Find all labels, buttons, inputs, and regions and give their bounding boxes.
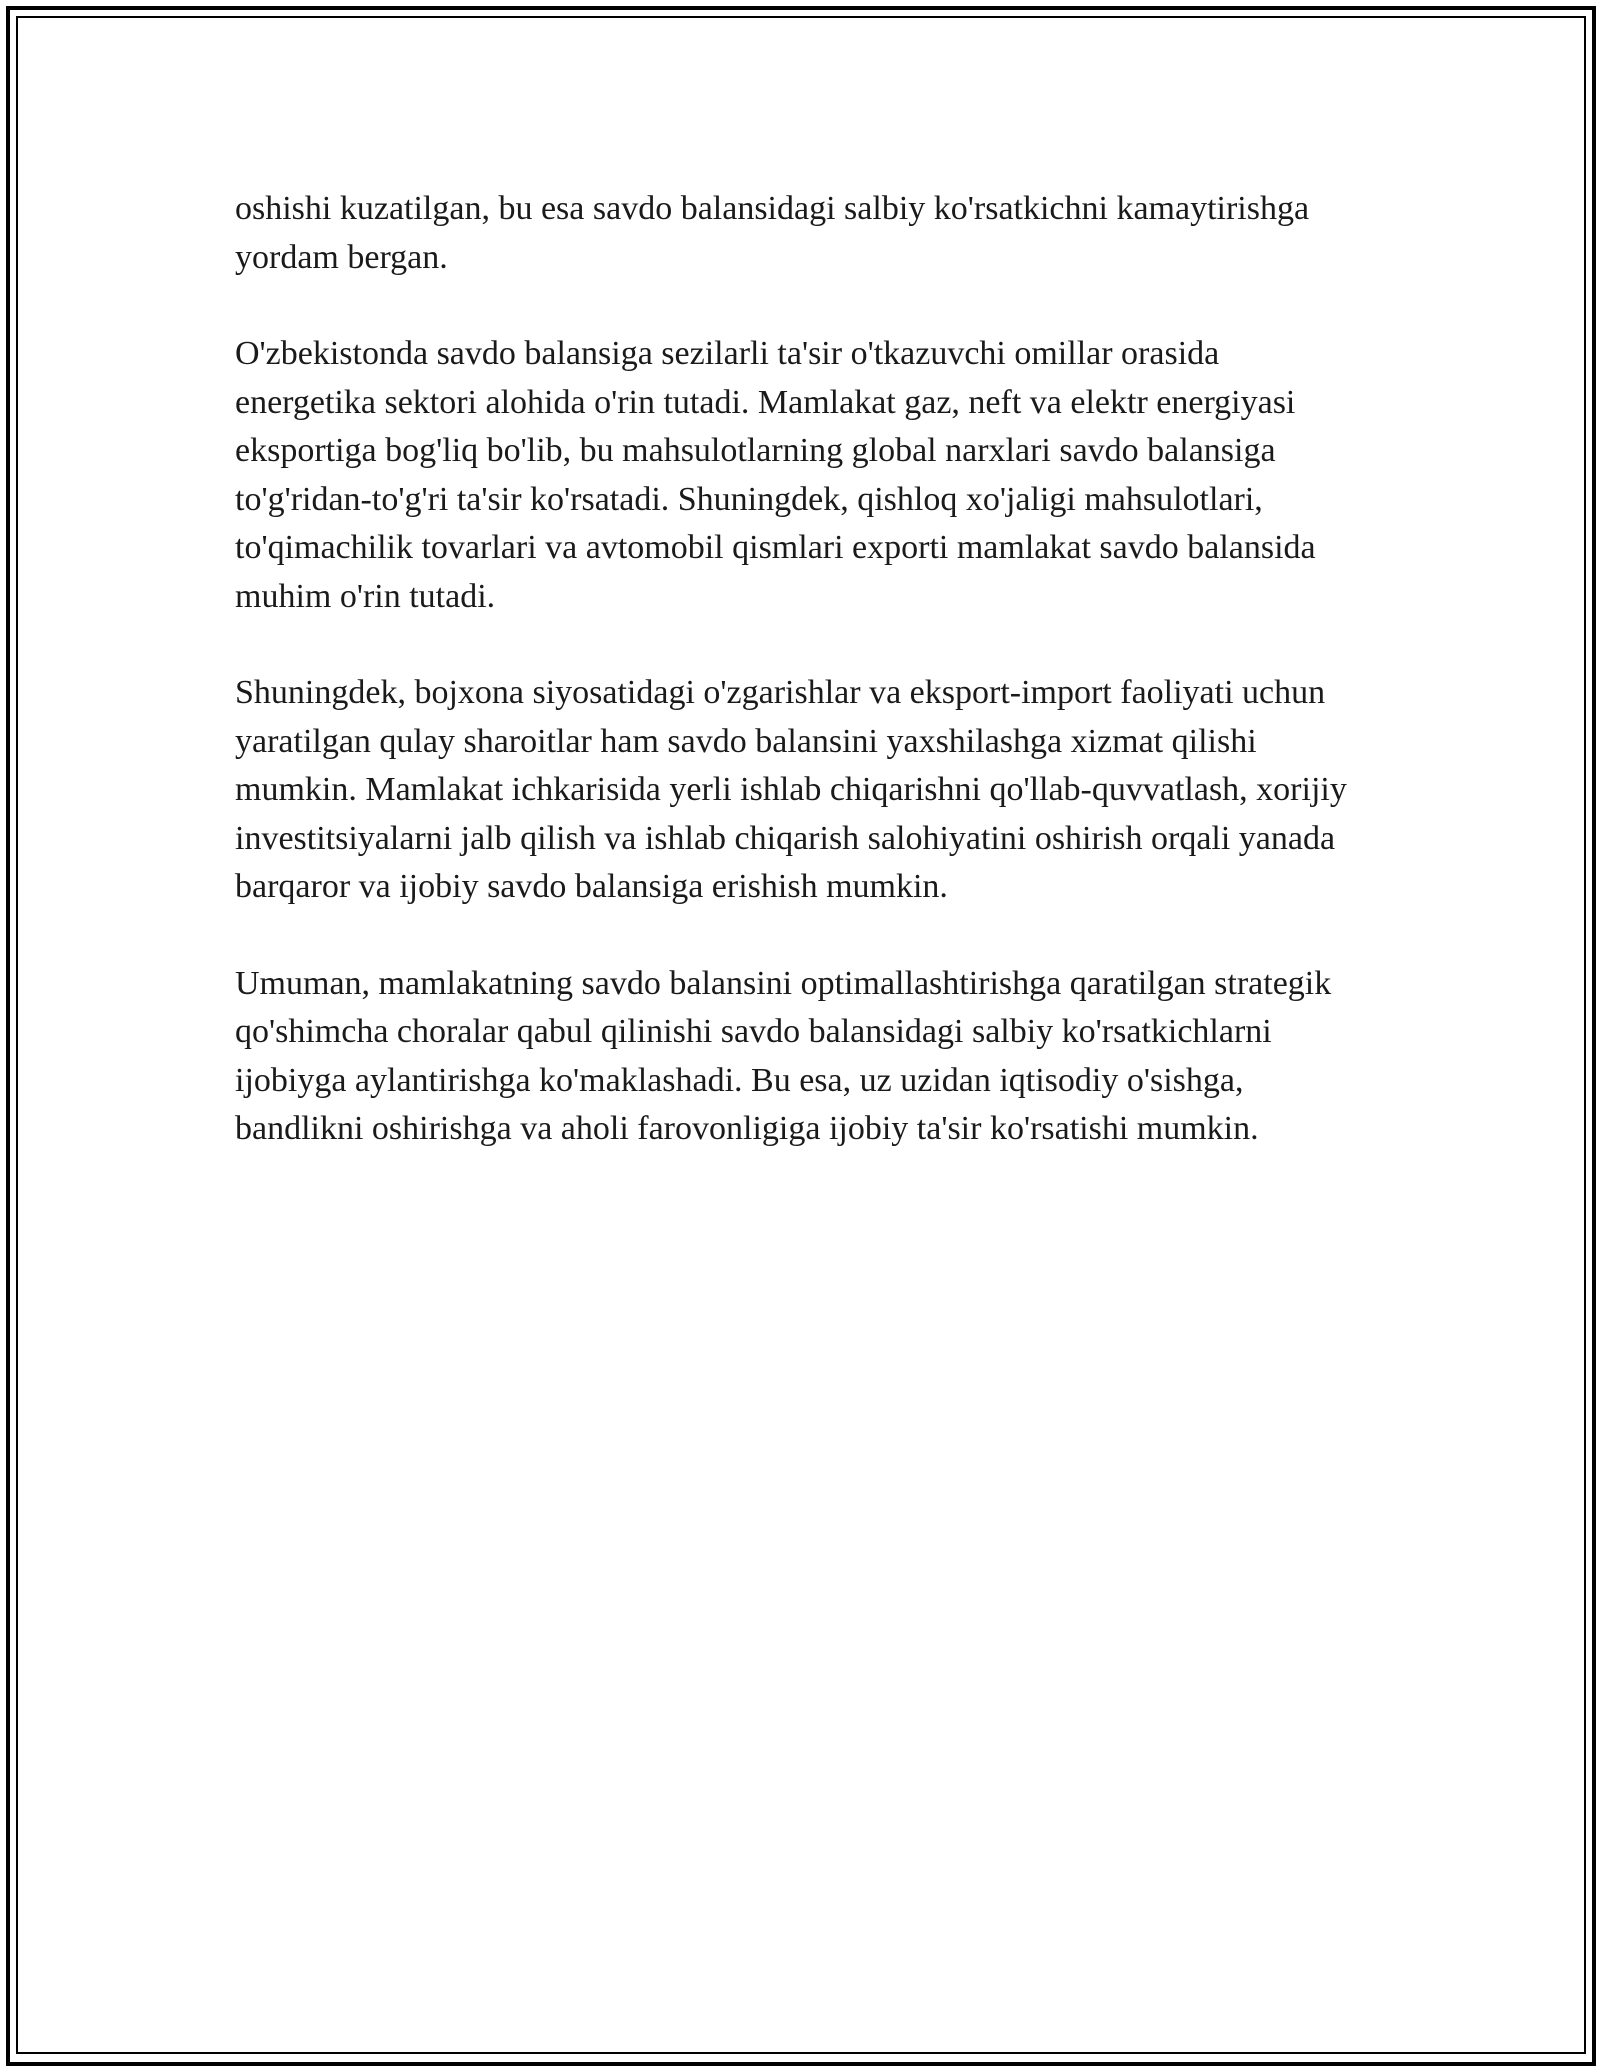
paragraph: Shuningdek, bojxona siyosatidagi o'zgarishlar va eksport-import faoliyati uchun yaratilgan qulay sharoitlar ham savdo balansini yaxshilashga xizmat qilishi mumkin. Mamlakat ichkarisida yerli ishlab chiqarishni qo'llab-quvvatlash, xorijiy investitsiyalarni jalb qilish va ishlab chiqarish salohiyatini oshirish orqali yanada barqaror va ijobiy savdo balansiga erishish mumkin. bbox=[235, 674, 1347, 905]
paragraph: O'zbekistonda savdo balansiga sezilarli ta'sir o'tkazuvchi omillar orasida energetika sektori alohida o'rin tutadi. Mamlakat gaz, neft va elektr energiyasi eksportiga bog'liq bo'lib, bu mahsulotlarning global narxlari savdo balansiga to'g'ridan-to'g'ri ta'sir ko'rsatadi. Shuningdek, qishloq xo'jaligi mahsulotlari, to'qimachilik tovarlari va avtomobil qismlari exporti mamlakat savdo balansida muhim o'rin tutadi. bbox=[235, 335, 1316, 615]
paragraph: Umuman, mamlakatning savdo balansini optimallashtirishga qaratilgan strategik qo'shimcha choralar qabul qilinishi savdo balansidagi salbiy ko'rsatkichlarni ijobiyga aylantirishga ko'maklashadi. Bu esa, uz uzidan iqtisodiy o'sishga, bandlikni oshirishga va aholi farovonligiga ijobiy ta'sir ko'rsatishi mumkin. bbox=[235, 964, 1332, 1147]
paragraph: oshishi kuzatilgan, bu esa savdo balansidagi salbiy ko'rsatkichni kamaytirishga yordam bergan. bbox=[235, 190, 1310, 276]
document-body bbox=[235, 185, 1355, 1202]
